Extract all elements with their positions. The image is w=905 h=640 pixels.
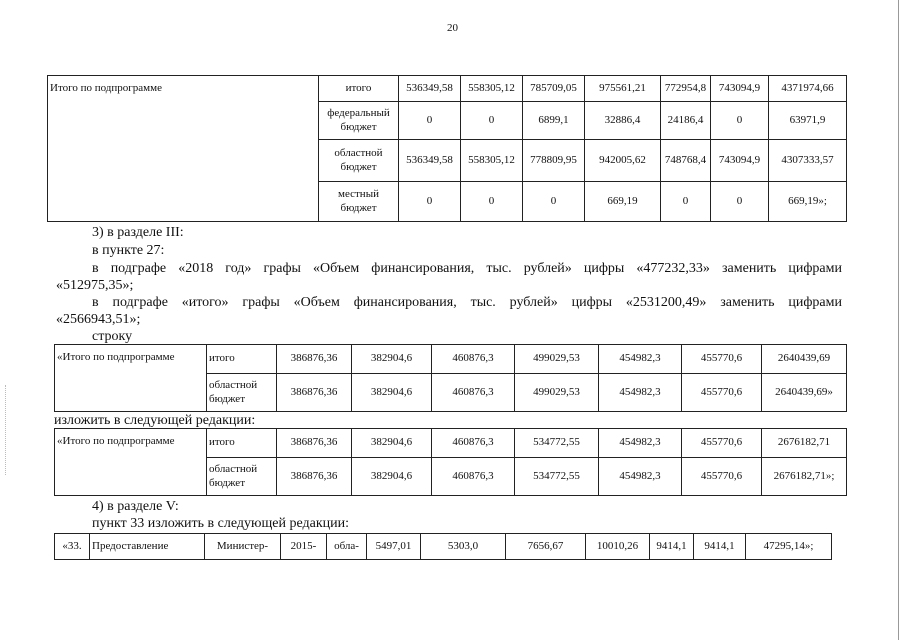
table1-value-cell: 6899,1 [523, 102, 585, 140]
table1-value-cell: 558305,12 [461, 140, 523, 182]
point-33-table [54, 533, 832, 560]
new-edition-text: изложить в следующей редакции: [54, 413, 256, 428]
table1-value-cell: 975561,21 [585, 76, 661, 102]
table3-value-cell: 2676182,71 [762, 429, 847, 458]
amendment-total-value: «2566943,51»; [56, 312, 141, 327]
table3-value-cell: 534772,55 [515, 429, 599, 458]
table4-cell: 9414,1 [694, 534, 746, 560]
table1-type-cell: федеральный бюджет [319, 102, 399, 140]
table1-value-cell: 4371974,66 [769, 76, 847, 102]
page-number: 20 [447, 22, 458, 34]
section-v-heading: 4) в разделе V: [92, 499, 179, 514]
table4-cell: 2015- [281, 534, 327, 560]
table2-value-cell: 2640439,69» [762, 374, 847, 412]
table1-value-cell: 743094,9 [711, 76, 769, 102]
table1-value-cell: 778809,95 [523, 140, 585, 182]
table3-type-cell: итого [207, 429, 277, 458]
table1-value-cell: 0 [523, 182, 585, 222]
table4-cell: Предоставление [90, 534, 205, 560]
table1-value-cell: 772954,8 [661, 76, 711, 102]
subprogram-total-table [47, 75, 847, 222]
scan-edge-line [898, 0, 899, 640]
table1-label-cell: Итого по подпрограмме [48, 76, 319, 222]
table1-value-cell: 748768,4 [661, 140, 711, 182]
table3-value-cell: 2676182,71»; [762, 458, 847, 496]
table2-value-cell: 454982,3 [599, 345, 682, 374]
table1-value-cell: 669,19»; [769, 182, 847, 222]
old-row-table [54, 344, 847, 412]
table2-value-cell: 455770,6 [682, 374, 762, 412]
table1-value-cell: 942005,62 [585, 140, 661, 182]
table2-value-cell: 455770,6 [682, 345, 762, 374]
table1-value-cell: 0 [399, 102, 461, 140]
table2-value-cell: 454982,3 [599, 374, 682, 412]
amendment-total-text: в подграфе «итого» графы «Объем финансирования, тыс. рублей» цифры «2531200,49» заменить цифрами [92, 295, 842, 310]
table4-cell: «33. [55, 534, 90, 560]
table3-value-cell: 460876,3 [432, 458, 515, 496]
table2-label-cell: «Итого по подпрограмме [55, 345, 207, 412]
table4-cell: 7656,67 [506, 534, 586, 560]
table2-type-cell: итого [207, 345, 277, 374]
table1-value-cell: 0 [661, 182, 711, 222]
table1-value-cell: 0 [399, 182, 461, 222]
table1-value-cell: 0 [711, 182, 769, 222]
table1-value-cell: 24186,4 [661, 102, 711, 140]
table1-value-cell: 63971,9 [769, 102, 847, 140]
table1-value-cell: 0 [461, 182, 523, 222]
table1-value-cell: 743094,9 [711, 140, 769, 182]
table2-value-cell: 2640439,69 [762, 345, 847, 374]
row-label-text: строку [92, 329, 133, 344]
table1-value-cell: 0 [461, 102, 523, 140]
table4-cell: 5497,01 [367, 534, 421, 560]
table2-value-cell: 382904,6 [352, 345, 432, 374]
table3-value-cell: 460876,3 [432, 429, 515, 458]
scan-margin-mark [5, 385, 7, 475]
table2-value-cell: 386876,36 [277, 374, 352, 412]
table2-value-cell: 460876,3 [432, 345, 515, 374]
table4-cell: 10010,26 [586, 534, 650, 560]
table4-cell: 9414,1 [650, 534, 694, 560]
table3-value-cell: 386876,36 [277, 458, 352, 496]
table1-value-cell: 4307333,57 [769, 140, 847, 182]
table1-value-cell: 32886,4 [585, 102, 661, 140]
table1-type-cell: итого [319, 76, 399, 102]
table2-type-cell: областной бюджет [207, 374, 277, 412]
table3-value-cell: 386876,36 [277, 429, 352, 458]
table2-value-cell: 499029,53 [515, 345, 599, 374]
table2-value-cell: 382904,6 [352, 374, 432, 412]
table4-cell: 5303,0 [421, 534, 506, 560]
amendment-2018-text: в подграфе «2018 год» графы «Объем финансирования, тыс. рублей» цифры «477232,33» заменить цифрами [92, 261, 842, 276]
table3-value-cell: 455770,6 [682, 429, 762, 458]
table1-type-cell: областной бюджет [319, 140, 399, 182]
table3-value-cell: 534772,55 [515, 458, 599, 496]
table2-value-cell: 460876,3 [432, 374, 515, 412]
point-33-heading: пункт 33 изложить в следующей редакции: [92, 516, 349, 531]
table3-value-cell: 382904,6 [352, 458, 432, 496]
table4-cell: 47295,14»; [746, 534, 832, 560]
table4-cell: Министер- [205, 534, 281, 560]
table3-value-cell: 454982,3 [599, 429, 682, 458]
new-row-table [54, 428, 847, 496]
table1-value-cell: 785709,05 [523, 76, 585, 102]
table1-value-cell: 669,19 [585, 182, 661, 222]
table1-value-cell: 536349,58 [399, 140, 461, 182]
table3-value-cell: 382904,6 [352, 429, 432, 458]
table3-label-cell: «Итого по подпрограмме [55, 429, 207, 496]
table4-cell: обла- [327, 534, 367, 560]
table3-value-cell: 454982,3 [599, 458, 682, 496]
table3-value-cell: 455770,6 [682, 458, 762, 496]
table1-value-cell: 536349,58 [399, 76, 461, 102]
section-iii-heading: 3) в разделе III: [92, 225, 184, 240]
table1-value-cell: 558305,12 [461, 76, 523, 102]
amendment-2018-value: «512975,35»; [56, 278, 134, 293]
table1-value-cell: 0 [711, 102, 769, 140]
table1-type-cell: местный бюджет [319, 182, 399, 222]
point-27-heading: в пункте 27: [92, 243, 165, 258]
table3-type-cell: областной бюджет [207, 458, 277, 496]
table2-value-cell: 499029,53 [515, 374, 599, 412]
table2-value-cell: 386876,36 [277, 345, 352, 374]
